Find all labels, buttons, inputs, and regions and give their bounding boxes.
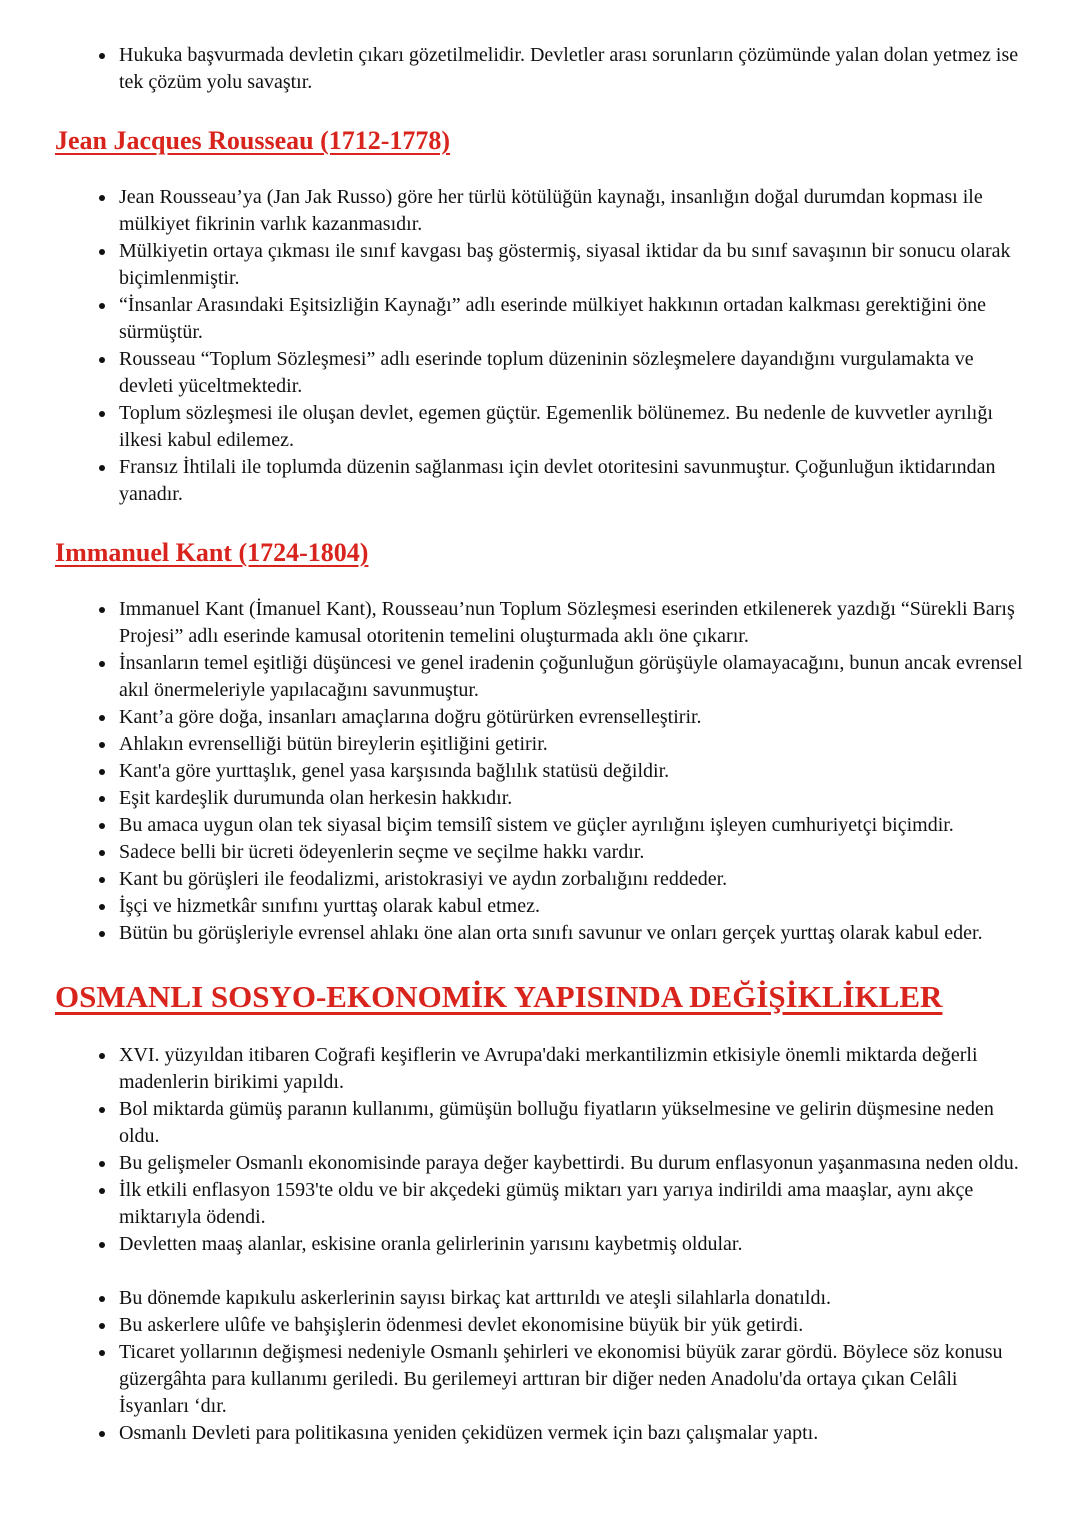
- list-item: • Osmanlı Devleti para politikasına yeniden çekidüzen vermek için bazı çalışmalar yaptı.: [117, 1420, 1032, 1447]
- list-item: • Toplum sözleşmesi ile oluşan devlet, egemen güçtür. Egemenlik bölünemez. Bu nedenle de kuvvetler ayrılığı ilkesi kabul edilemez.: [117, 400, 1032, 454]
- list-item: • Mülkiyetin ortaya çıkması ile sınıf kavgası baş göstermiş, siyasal iktidar da bu sınıf savaşının bir sonucu olarak biçimlenmiştir.: [117, 238, 1032, 292]
- list-item: • Kant’a göre doğa, insanları amaçlarına doğru götürürken evrenselleştirir.: [117, 704, 1032, 731]
- list-item: • İnsanların temel eşitliği düşüncesi ve genel iradenin çoğunluğun görüşüyle olamayacağını, bunun ancak evrensel akıl önermeleriyle yapılacağını savunmuştur.: [117, 650, 1032, 704]
- list-item: • Bu dönemde kapıkulu askerlerinin sayısı birkaç kat arttırıldı ve ateşli silahlarla donatıldı.: [117, 1285, 1032, 1312]
- list-item: • Fransız İhtilali ile toplumda düzenin sağlanması için devlet otoritesini savunmuştur. Çoğunluğun iktidarından yanadır.: [117, 454, 1032, 508]
- list-item: • “İnsanlar Arasındaki Eşitsizliğin Kaynağı” adlı eserinde mülkiyet hakkının ortadan kalkması gerektiğini öne sürmüştür.: [117, 292, 1032, 346]
- list-item: • Ahlakın evrenselliği bütün bireylerin eşitliğini getirir.: [117, 731, 1032, 758]
- list-item: • Sadece belli bir ücreti ödeyenlerin seçme ve seçilme hakkı vardır.: [117, 839, 1032, 866]
- kant-bullet-list: [55, 596, 1032, 947]
- list-item: • Bol miktarda gümüş paranın kullanımı, gümüşün bolluğu fiyatların yükselmesine ve gelirin düşmesine neden oldu.: [117, 1096, 1032, 1150]
- list-item: • Immanuel Kant (İmanuel Kant), Rousseau’nun Toplum Sözleşmesi eserinden etkilenerek yazdığı “Sürekli Barış Projesi” adlı eserinde kamusal otoritenin temelini oluşturmada aklı öne çıkarır.: [117, 596, 1032, 650]
- list-item: • Jean Rousseau’ya (Jan Jak Russo) göre her türlü kötülüğün kaynağı, insanlığın doğal durumdan kopması ile mülkiyet fikrinin varlık kazanmasıdır.: [117, 184, 1032, 238]
- rousseau-bullet-list: [55, 184, 1032, 508]
- list-item: • Devletten maaş alanlar, eskisine oranla gelirlerinin yarısını kaybetmiş oldular.: [117, 1231, 1032, 1258]
- list-item: • Kant'a göre yurttaşlık, genel yasa karşısında bağlılık statüsü değildir.: [117, 758, 1032, 785]
- list-item: • Rousseau “Toplum Sözleşmesi” adlı eserinde toplum düzeninin sözleşmelere dayandığını vurgulamakta ve devleti yüceltmektedir.: [117, 346, 1032, 400]
- list-item: • İlk etkili enflasyon 1593'te oldu ve bir akçedeki gümüş miktarı yarı yarıya indirildi ama maaşlar, aynı akçe miktarıyla ödendi.: [117, 1177, 1032, 1231]
- list-item: • Eşit kardeşlik durumunda olan herkesin hakkıdır.: [117, 785, 1032, 812]
- section-heading-kant: Immanuel Kant (1724-1804): [55, 537, 369, 567]
- intro-bullet-list: [55, 42, 1032, 96]
- list-item: • Kant bu görüşleri ile feodalizmi, aristokrasiyi ve aydın zorbalığını reddeder.: [117, 866, 1032, 893]
- section-heading-osmanli: OSMANLI SOSYO-EKONOMİK YAPISINDA DEĞİŞİKLİKLER: [55, 978, 943, 1014]
- list-item: • İşçi ve hizmetkâr sınıfını yurttaş olarak kabul etmez.: [117, 893, 1032, 920]
- list-item: • Bu gelişmeler Osmanlı ekonomisinde paraya değer kaybettirdi. Bu durum enflasyonun yaşanmasına neden oldu.: [117, 1150, 1032, 1177]
- osmanli-bullet-list: [55, 1042, 1032, 1447]
- list-item: • XVI. yüzyıldan itibaren Coğrafi keşiflerin ve Avrupa'daki merkantilizmin etkisiyle önemli miktarda değerli madenlerin birikimi yapıldı.: [117, 1042, 1032, 1096]
- list-item: • Ticaret yollarının değişmesi nedeniyle Osmanlı şehirleri ve ekonomisi büyük zarar gördü. Böylece söz konusu güzergâhta para kullanımı geriledi. Bu gerilemeyi arttıran bir diğer neden Anadolu'da ortaya çıkan Celâli İsyanları ‘dır.: [117, 1339, 1032, 1420]
- list-item: • Bütün bu görüşleriyle evrensel ahlakı öne alan orta sınıfı savunur ve onları gerçek yurttaş olarak kabul eder.: [117, 920, 1032, 947]
- section-heading-rousseau: Jean Jacques Rousseau (1712-1778): [55, 126, 451, 155]
- list-item: • Hukuka başvurmada devletin çıkarı gözetilmelidir. Devletler arası sorunların çözümünde yalan dolan yetmez ise tek çözüm yolu savaştır.: [117, 42, 1032, 96]
- list-item: • Bu askerlere ulûfe ve bahşişlerin ödenmesi devlet ekonomisine büyük bir yük getirdi.: [117, 1312, 1032, 1339]
- list-item: • Bu amaca uygun olan tek siyasal biçim temsilî sistem ve güçler ayrılığını işleyen cumhuriyetçi biçimdir.: [117, 812, 1032, 839]
